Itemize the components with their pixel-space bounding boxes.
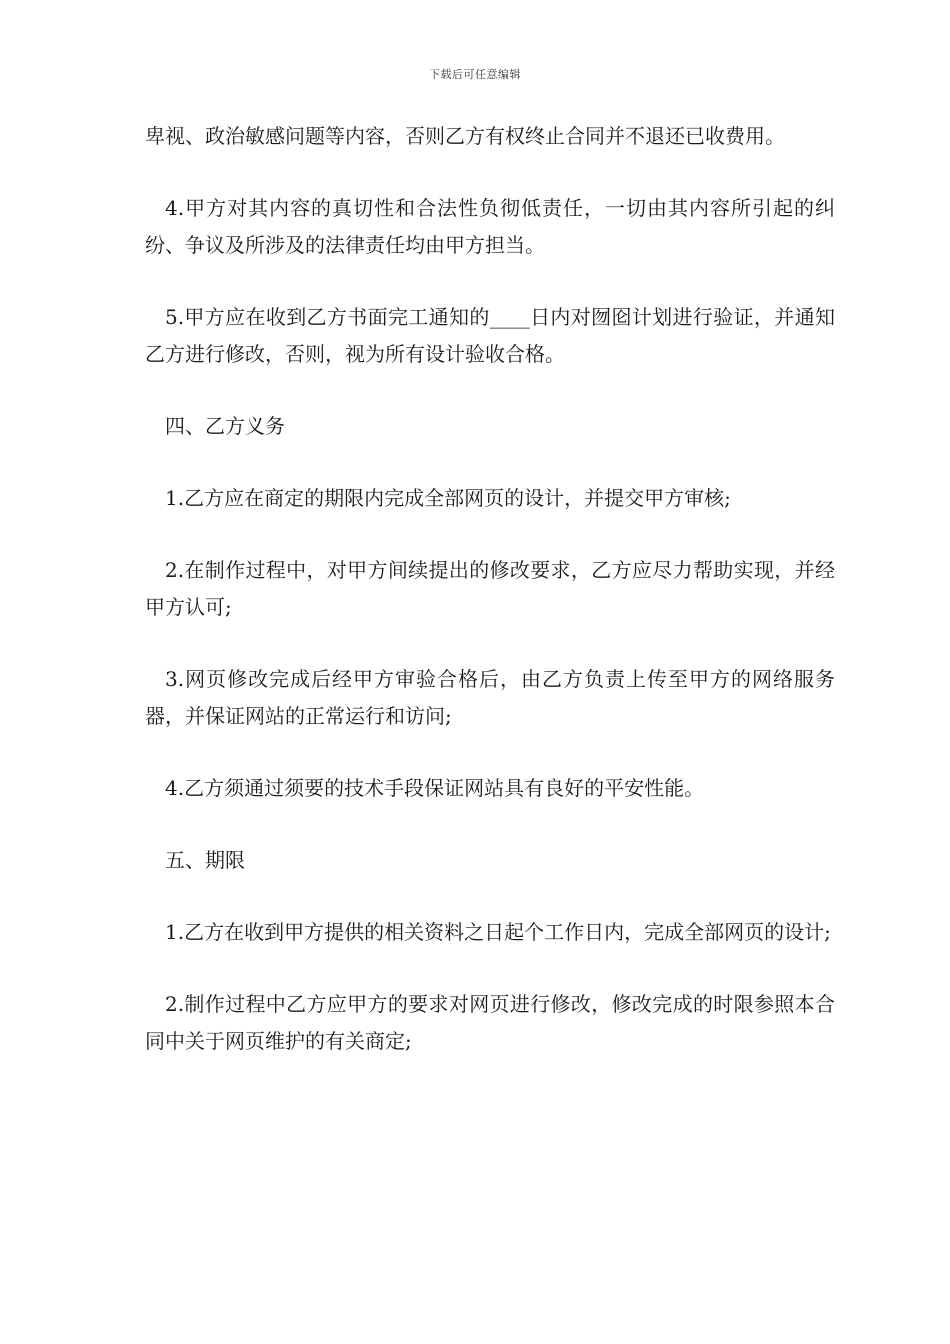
paragraph-11: 2.制作过程中乙方应甲方的要求对网页进行修改，修改完成的时限参照本合同中关于网页维护的有关商定; [145, 992, 835, 1053]
section-heading-4: 四、乙方义务 [165, 414, 285, 438]
document-body [145, 118, 835, 1095]
paragraph-7: 3.网页修改完成后经甲方审验合格后，由乙方负责上传至甲方的网络服务器，并保证网站的正常运行和访问; [145, 667, 835, 728]
header-note: 下载后可任意编辑 [429, 68, 521, 81]
paragraph-3: 5.甲方应在收到乙方书面完工通知的____日内对囫囵计划进行验证，并通知乙方进行修改，否则，视为所有设计验收合格。 [145, 305, 835, 366]
paragraph-10: 1.乙方在收到甲方提供的相关资料之日起个工作日内，完成全部网页的设计; [165, 920, 831, 944]
paragraph-8: 4.乙方须通过须要的技术手段保证网站具有良好的平安性能。 [165, 776, 705, 800]
paragraph-6: 2.在制作过程中，对甲方间续提出的修改要求，乙方应尽力帮助实现，并经甲方认可; [145, 558, 835, 619]
paragraph-5: 1.乙方应在商定的期限内完成全部网页的设计，并提交甲方审核; [165, 486, 731, 510]
paragraph-1: 卑视、政治敏感问题等内容，否则乙方有权终止合同并不退还已收费用。 [145, 124, 785, 148]
paragraph-2: 4.甲方对其内容的真切性和合法性负彻低责任，一切由其内容所引起的纠纷、争议及所涉及的法律责任均由甲方担当。 [145, 196, 835, 257]
section-heading-5: 五、期限 [165, 848, 245, 872]
